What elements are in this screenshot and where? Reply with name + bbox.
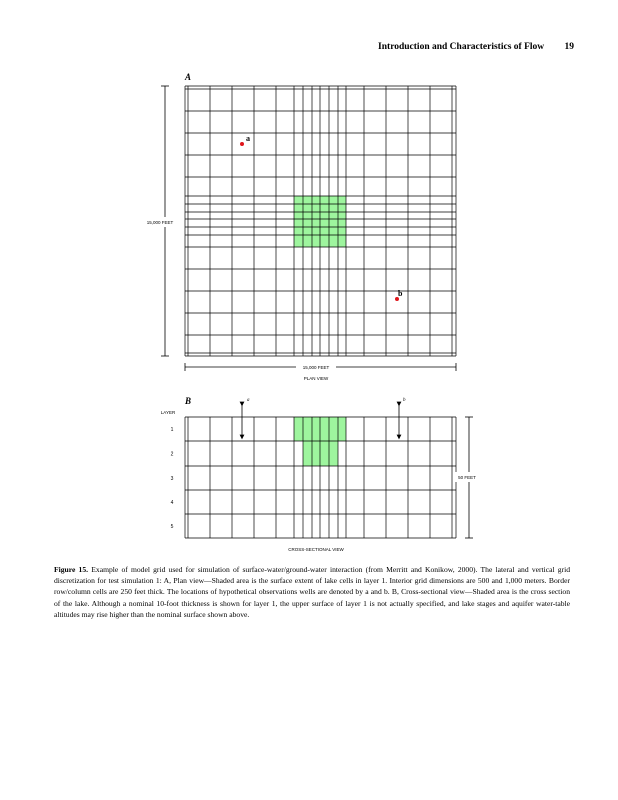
header-title: Introduction and Characteristics of Flow	[378, 42, 545, 52]
section-arrow-a	[242, 398, 250, 437]
layer-number: 1	[170, 427, 174, 433]
layer-number: 5	[170, 524, 174, 530]
well-a-label: a	[246, 134, 250, 143]
vertical-dimension	[142, 86, 178, 356]
arrow-a-label: a	[247, 398, 250, 403]
observation-well-a	[240, 134, 250, 146]
arrow-b-label: b	[403, 398, 406, 403]
horizontal-dim-label: 15,000 FEET	[302, 365, 330, 370]
vertical-dim-label: 15,000 FEET	[146, 220, 174, 225]
section-view-label: CROSS-SECTIONAL VIEW	[288, 547, 344, 552]
layer-numbers	[171, 427, 174, 530]
lake-section-layer2	[303, 441, 338, 466]
layer-heading: LAYER	[160, 410, 176, 415]
caption-label: Figure 15.	[54, 565, 89, 574]
page-number: 19	[564, 42, 574, 52]
horizontal-dimension	[185, 362, 456, 381]
plan-view-label: PLAN VIEW	[303, 376, 329, 381]
well-b-label: b	[398, 289, 403, 298]
layer-number: 2	[170, 451, 174, 458]
section-arrow-b	[399, 398, 406, 437]
figure-caption	[54, 564, 570, 620]
section-dim-label: 50 FEET	[458, 475, 476, 480]
well-a-dot	[240, 142, 244, 146]
layer-number: 4	[170, 500, 174, 506]
panel-a-label: A	[185, 72, 192, 82]
section-dimension	[455, 417, 479, 538]
layer-number: 3	[170, 476, 174, 482]
caption-text: Example of model grid used for simulation of surface-water/ground-water interaction (from Merritt and Konikow, 2000). The lateral and vertical grid discretization for test simulation 1: A, Plan view—Shaded area is the surface extent of lake cells in layer 1. Interior grid dimensions are 500 and 1,000 meters. Border row/column cells are 250 feet thick. The locations of hypothetical observations wells are denoted by a and b. B, Cross-sectional view—Shaded area is the cross section of the lake. Although a nominal 10-foot thickness is shown for layer 1, the upper surface of layer 1 is not actually specified, and lake stages and aquifer water-table altitudes may rise higher than the nominal surface shown above.	[54, 565, 571, 619]
panel-b-label: B	[185, 396, 192, 406]
